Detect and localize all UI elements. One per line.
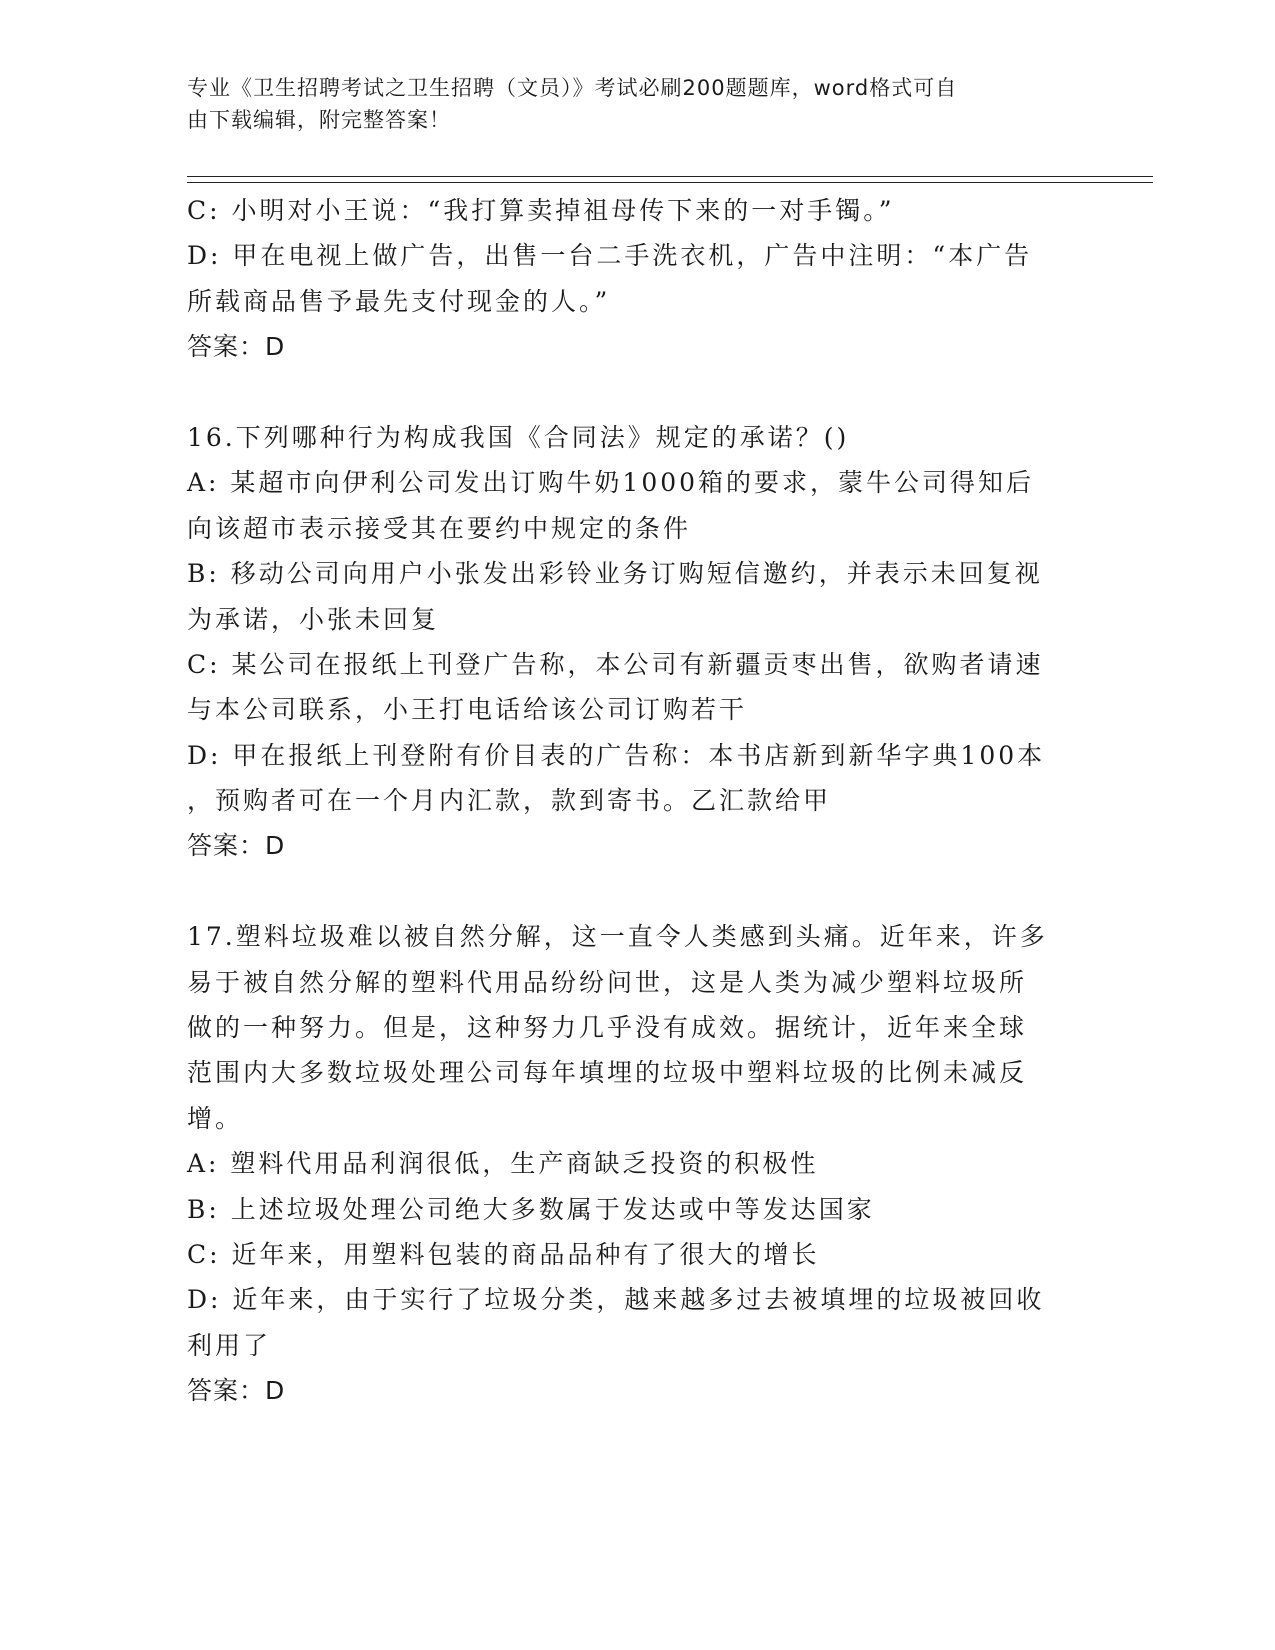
q15-option-d-line-1: D: 甲在电视上做广告，出售一台二手洗衣机，广告中注明：“本广告 [187,241,1033,271]
q16-option-c-line-2: 与本公司联系，小王打电话给该公司订购若干 [187,695,748,725]
q16-option-d-line-1: D: 甲在报纸上刊登附有价目表的广告称：本书店新到新华字典100本 [187,740,1046,770]
question-content [187,188,1087,1414]
q16-option-b-line-2: 为承诺，小张未回复 [187,604,440,634]
q15-option-d-line-2: 所载商品售予最先支付现金的人。” [187,286,611,316]
header-line-1: 专业《卫生招聘考试之卫生招聘（文员）》考试必刷200题题库，word格式可自 [187,76,958,100]
q16-option-a-line-2: 向该超市表示接受其在要约中规定的条件 [187,513,692,543]
q15-option-c: C: 小明对小王说：“我打算卖掉祖母传下来的一对手镯。” [187,196,895,225]
q17-option-b: B: 上述垃圾处理公司绝大多数属于发达或中等发达国家 [187,1194,875,1224]
q17-question-line-2: 易于被自然分解的塑料代用品纷纷问世，这是人类为减少塑料垃圾所 [187,967,1028,997]
q15-answer: 答案：D [187,332,286,362]
q16-option-b-line-1: B: 移动公司向用户小张发出彩铃业务订购短信邀约，并表示未回复视 [187,559,1043,589]
spacer [187,869,1087,914]
question-15-block [187,188,1087,370]
header-line-2: 由下载编辑，附完整答案！ [187,108,451,132]
page-header [187,72,1067,136]
header-divider-bottom [187,182,1153,183]
q17-option-a: A: 塑料代用品利润很低，生产商缺乏投资的积极性 [187,1149,819,1179]
q16-answer: 答案：D [187,831,286,861]
q17-option-d-line-1: D: 近年来，由于实行了垃圾分类，越来越多过去被填埋的垃圾被回收 [187,1285,1045,1315]
q17-question-line-5: 增。 [187,1103,244,1133]
question-17-block [187,914,1087,1413]
q16-option-d-line-2: ，预购者可在一个月内汇款，款到寄书。乙汇款给甲 [187,786,832,816]
q17-option-d-line-2: 利用了 [187,1330,272,1360]
spacer [187,370,1087,415]
q16-option-c-line-1: C: 某公司在报纸上刊登广告称，本公司有新疆贡枣出售，欲购者请速 [187,649,1044,679]
q17-question-line-4: 范围内大多数垃圾处理公司每年填埋的垃圾中塑料垃圾的比例未减反 [187,1058,1028,1088]
q17-option-c: C: 近年来，用塑料包装的商品品种有了很大的增长 [187,1239,820,1269]
q17-answer: 答案：D [187,1376,286,1406]
q16-question: 16.下列哪种行为构成我国《合同法》规定的承诺？() [187,422,850,452]
q17-question-line-1: 17.塑料垃圾难以被自然分解，这一直令人类感到头痛。近年来，许多 [187,922,1048,952]
q16-option-a-line-1: A: 某超市向伊利公司发出订购牛奶1000箱的要求，蒙牛公司得知后 [187,468,1035,498]
header-divider-top [187,176,1153,177]
q17-question-line-3: 做的一种努力。但是，这种努力几乎没有成效。据统计，近年来全球 [187,1013,1028,1043]
question-16-block [187,415,1087,869]
